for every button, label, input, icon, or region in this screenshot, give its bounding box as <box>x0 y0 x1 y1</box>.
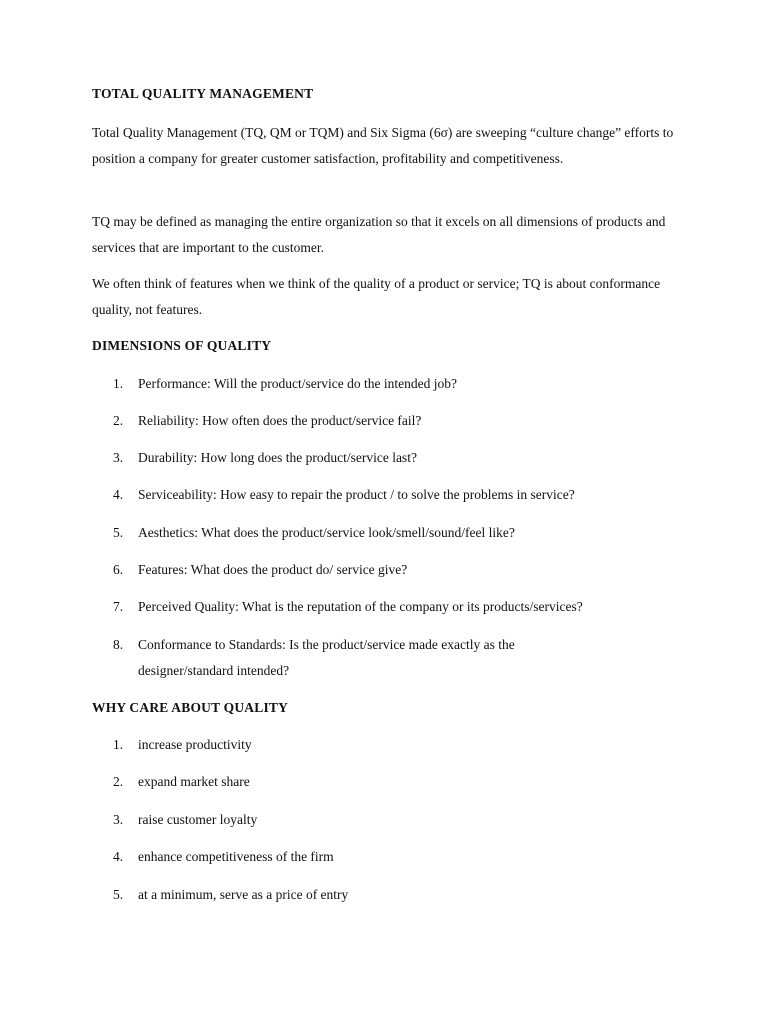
list-item-number: 6. <box>113 562 124 577</box>
list-item-number: 5. <box>113 887 124 902</box>
list-item-number: 4. <box>113 849 124 864</box>
list-item-text: Reliability: How often does the product/service fail? <box>138 413 422 428</box>
list-item-text: Aesthetics: What does the product/service look/smell/sound/feel like? <box>138 525 515 540</box>
list-item-number: 4. <box>113 487 124 502</box>
list-item-text: expand market share <box>138 774 250 789</box>
list-item-number: 1. <box>113 737 124 752</box>
intro-paragraph: Total Quality Management (TQ, QM or TQM) and Six Sigma (6σ) are sweeping “culture change” efforts to position a company for greater customer satisfaction, profitability and competitiveness. <box>92 125 674 166</box>
document-title: TOTAL QUALITY MANAGEMENT <box>92 86 314 101</box>
list-item-text: Durability: How long does the product/service last? <box>138 450 417 465</box>
list-item-number: 2. <box>113 413 124 428</box>
list-item-text: Perceived Quality: What is the reputation of the company or its products/services? <box>138 599 583 614</box>
list-item-number: 8. <box>113 637 124 652</box>
list-item-number: 3. <box>113 450 124 465</box>
list-item-number: 7. <box>113 599 124 614</box>
list-item-text: Serviceability: How easy to repair the product / to solve the problems in service? <box>138 487 575 502</box>
list-item-number: 1. <box>113 376 124 391</box>
why-care-heading: WHY CARE ABOUT QUALITY <box>92 700 289 715</box>
list-item-number: 2. <box>113 774 124 789</box>
definition-paragraph: TQ may be defined as managing the entire organization so that it excels on all dimensions of products and services that are important to the customer. <box>92 214 666 255</box>
list-item-text: increase productivity <box>138 737 252 752</box>
dimensions-heading: DIMENSIONS OF QUALITY <box>92 338 272 353</box>
list-item-number: 5. <box>113 525 124 540</box>
list-item-text: Features: What does the product do/ service give? <box>138 562 408 577</box>
list-item-text: Performance: Will the product/service do the intended job? <box>138 376 457 391</box>
list-item-text: enhance competitiveness of the firm <box>138 849 334 864</box>
list-item-number: 3. <box>113 812 124 827</box>
list-item-text: Conformance to Standards: Is the product/service made exactly as the designer/standard intended? <box>138 637 515 678</box>
list-item-text: at a minimum, serve as a price of entry <box>138 887 349 902</box>
list-item-text: raise customer loyalty <box>138 812 258 827</box>
features-paragraph: We often think of features when we think of the quality of a product or service; TQ is about conformance quality, not features. <box>92 276 661 317</box>
